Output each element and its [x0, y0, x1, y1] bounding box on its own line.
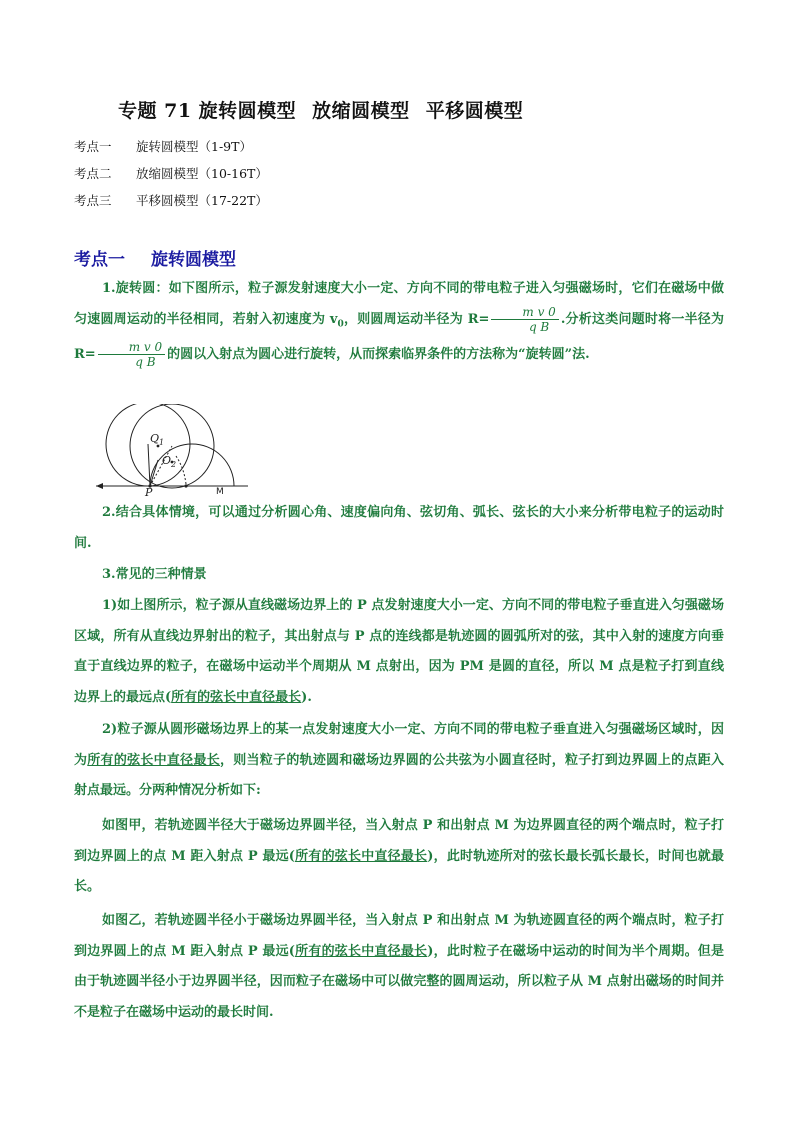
para7-text-b: )，此时粒子在磁场中运动的时间为半个周期。但是由于轨迹圆半径小于边界圆半径，因而粒子在磁场中可以做完整的圆周运动，所以粒子从 M 点射出磁场的时间并不是粒子在磁场中运动的最长时间.: [74, 943, 724, 1020]
paragraph-1: [74, 274, 724, 370]
section-label: 考点一: [74, 250, 125, 270]
title-part-1: 专题 71 旋转圆模型: [118, 100, 297, 122]
para7-underline: 所有的弦长中直径最长: [294, 943, 428, 959]
para1-text-d: 的圆以入射点为圆心进行旋转，从而探索临界条件的方法称为“旋转圆”法.: [167, 346, 590, 362]
label-q1: $Q_1$: [150, 432, 165, 447]
paragraph-3: 3.常见的三种情景: [102, 567, 207, 582]
boundary-arrow: [96, 483, 103, 489]
para6-text-b: )，此时轨迹所对的弦长最长弧长最长，时间也就最长。: [74, 848, 724, 894]
toc-item-1: [74, 137, 252, 155]
formula-numerator: m v 0: [98, 340, 165, 355]
label-m: M: [216, 487, 224, 496]
para1-text-c: .分析这类问题时将一半径为 R=: [74, 311, 724, 362]
para5-text-a: 2)粒子源从圆形磁场边界上的某一点发射速度大小一定、方向不同的带电粒子垂直进入匀强磁场区域时，因为: [74, 722, 724, 768]
rotating-circle-figure: [92, 404, 252, 496]
toc-label: 考点三: [74, 193, 112, 208]
radius-formula: [491, 305, 558, 334]
toc-item-3: [74, 191, 268, 209]
toc-text: 旋转圆模型（1-9T）: [136, 139, 252, 154]
toc-item-2: [74, 164, 268, 182]
para1-text-b: ，则圆周运动半径为 R=: [343, 311, 490, 327]
formula-numerator: m v 0: [491, 305, 558, 320]
formula-denominator: q B: [135, 354, 156, 369]
velocity-vector-1: [150, 460, 158, 486]
para4-text-b: ).: [301, 689, 312, 705]
toc-label: 考点一: [74, 139, 112, 154]
paragraph-6: [74, 811, 724, 903]
para4-underline: 所有的弦长中直径最长: [171, 689, 302, 705]
toc-text: 平移圆模型（17-22T）: [136, 193, 268, 208]
toc-text: 放缩圆模型（10-16T）: [136, 166, 268, 181]
page-title: [118, 96, 523, 123]
paragraph-2: 2.结合具体情境，可以通过分析圆心角、速度偏向角、弦切角、弧长、弦长的大小来分析带电粒子的运动时间.: [74, 505, 724, 551]
para1-text-a: 1.旋转圆：如下图所示，粒子源发射速度大小一定、方向不同的带电粒子进入匀强磁场时，它们在磁场中做匀速圆周运动的半径相同，若射入初速度为 v: [74, 281, 724, 327]
toc-label: 考点二: [74, 166, 112, 181]
formula-denominator: q B: [528, 319, 550, 334]
velocity-vector-2: [148, 444, 150, 486]
label-o2: $O_2$: [162, 454, 177, 469]
section-title: 旋转圆模型: [151, 250, 236, 270]
para6-text-a: 如图甲，若轨迹圆半径大于磁场边界圆半径，当入射点 P 和出射点 M 为边界圆直径的两个端点时，粒子打到边界圆上的点 M 距入射点 P 最远(: [74, 818, 724, 864]
title-part-3: 平移圆模型: [425, 100, 524, 122]
paragraph-4: [74, 591, 724, 713]
para6-underline: 所有的弦长中直径最长: [294, 848, 428, 864]
point-m-dot: [184, 484, 187, 487]
section-heading: [74, 245, 236, 270]
para5-underline: 所有的弦长中直径最长: [87, 752, 220, 768]
paragraph-5: [74, 715, 724, 807]
label-p: P: [145, 486, 153, 496]
v0-subscript: 0: [337, 319, 344, 330]
title-part-2: 放缩圆模型: [312, 100, 410, 122]
para4-text-a: 1)如上图所示，粒子源从直线磁场边界上的 P 点发射速度大小一定、方向不同的带电粒子垂直进入匀强磁场区域，所有从直线边界射出的粒子，其出射点与 P 点的连线都是轨迹圆的圆弧所对的弦，其中入射的速度方向垂直于直线边界的粒子，在磁场中运动半个周期从 M 点射出，因为 PM 是圆的直径，所以 M 点是粒子打到直线边界上的最远点(: [74, 598, 724, 705]
para5-text-b: ，则当粒子的轨迹圆和磁场边界圆的公共弦为小圆直径时，粒子打到边界圆上的点距入射点最远。分两种情况分析如下:: [74, 752, 724, 798]
radius-formula-2: [98, 340, 165, 369]
paragraph-7: [74, 906, 724, 1028]
para7-text-a: 如图乙，若轨迹圆半径小于磁场边界圆半径，当入射点 P 和出射点 M 为轨迹圆直径的两个端点时，粒子打到边界圆上的点 M 距入射点 P 最远(: [74, 913, 724, 959]
